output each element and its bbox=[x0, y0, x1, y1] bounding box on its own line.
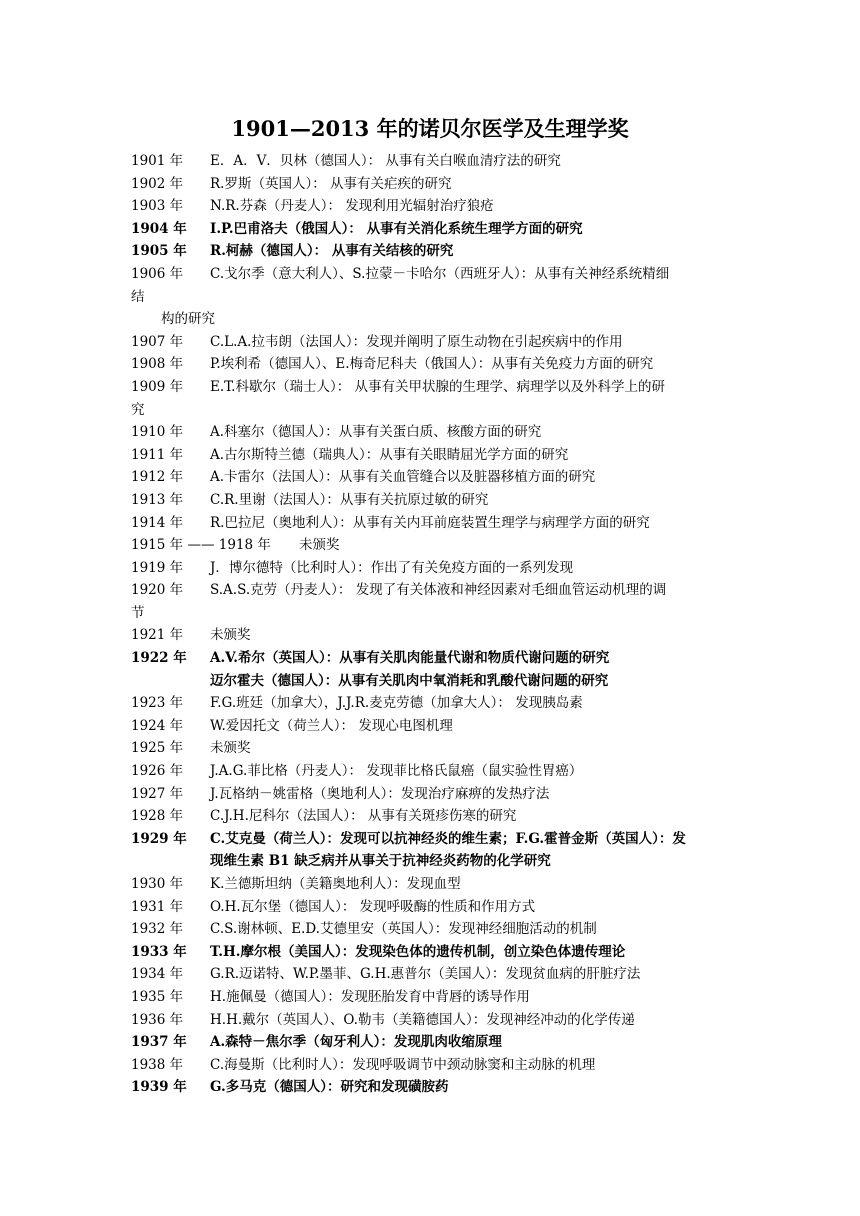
entry-1921 bbox=[131, 624, 731, 647]
entry-1937 bbox=[131, 1031, 731, 1054]
entry-year: 1926 年 bbox=[131, 763, 184, 780]
entry-year: 1929 年 bbox=[131, 830, 187, 847]
entry-year: 1921 年 bbox=[131, 627, 184, 644]
entry-text: J．博尔德特（比利时人）：作出了有关免疫方面的一系列发现 bbox=[210, 559, 574, 576]
entry-continuation: 节 bbox=[131, 604, 145, 621]
entry-continuation-indented: 构的研究 bbox=[161, 311, 215, 328]
entry-1919 bbox=[131, 557, 731, 580]
entry-year: 1915 年 —— 1918 年 bbox=[131, 537, 271, 554]
entry-1903 bbox=[131, 195, 731, 218]
entry-1904 bbox=[131, 218, 731, 241]
entry-text: C.艾克曼（荷兰人）：发现可以抗神经炎的维生素；F.G.霍普金斯（英国人）：发 bbox=[210, 830, 686, 847]
entry-year: 1905 年 bbox=[131, 243, 187, 260]
entry-year: 1934 年 bbox=[131, 966, 184, 983]
entry-year: 1922 年 bbox=[131, 650, 187, 667]
entry-text: A.V.希尔（英国人）：从事有关肌肉能量代谢和物质代谢问题的研究 bbox=[210, 650, 610, 667]
entry-text-line2: 迈尔霍夫（德国人）：从事有关肌肉中氧消耗和乳酸代谢问题的研究 bbox=[210, 672, 609, 689]
entry-year: 1911 年 bbox=[131, 446, 184, 463]
entry-text: C.R.里谢（法国人）：从事有关抗原过敏的研究 bbox=[210, 491, 489, 508]
entry-text: G.多马克（德国人）：研究和发现磺胺药 bbox=[210, 1079, 449, 1096]
entry-1910 bbox=[131, 421, 731, 444]
entry-text: S.A.S.克劳（丹麦人）： 发现了有关体液和神经因素对毛细血管运动机理的调 bbox=[210, 582, 667, 599]
entry-1927 bbox=[131, 783, 731, 806]
entry-text: G.R.迈诺特、W.P.墨菲、G.H.惠普尔（美国人）：发现贫血病的肝脏疗法 bbox=[210, 966, 641, 983]
entry-text-line2: 现维生素 B1 缺乏病并从事关于抗神经炎药物的化学研究 bbox=[210, 853, 551, 870]
entry-year: 1923 年 bbox=[131, 695, 184, 712]
entry-year: 1935 年 bbox=[131, 988, 184, 1005]
entry-text: H.施佩曼（德国人）：发现胚胎发育中背唇的诱导作用 bbox=[210, 988, 530, 1005]
entry-continuation: 结 bbox=[131, 288, 145, 305]
entry-1901 bbox=[131, 150, 731, 173]
entry-text: N.R.芬森（丹麦人）： 发现利用光辐射治疗狼疮 bbox=[210, 198, 494, 215]
entry-1936 bbox=[131, 1009, 731, 1032]
entry-text: C.J.H.尼科尔（法国人）： 从事有关斑疹伤寒的研究 bbox=[210, 808, 517, 825]
entry-year: 1902 年 bbox=[131, 175, 184, 192]
entry-year: 1924 年 bbox=[131, 717, 184, 734]
entry-text: J.A.G.菲比格（丹麦人）： 发现菲比格氏鼠癌（鼠实验性胃癌） bbox=[210, 763, 583, 780]
entry-1920 bbox=[131, 579, 731, 624]
entry-1935 bbox=[131, 986, 731, 1009]
entry-1931 bbox=[131, 896, 731, 919]
entry-1905 bbox=[131, 240, 731, 263]
entry-text: 未颁奖 bbox=[210, 740, 251, 757]
entry-text: C.L.A.拉韦朗（法国人）：发现并阐明了原生动物在引起疾病中的作用 bbox=[210, 333, 623, 350]
entry-year: 1914 年 bbox=[131, 514, 184, 531]
entry-text: 未颁奖 bbox=[210, 627, 251, 644]
entry-1912 bbox=[131, 466, 731, 489]
entry-text: A.古尔斯特兰德（瑞典人）：从事有关眼睛屈光学方面的研究 bbox=[210, 446, 569, 463]
entry-1939 bbox=[131, 1076, 731, 1099]
entry-year: 1928 年 bbox=[131, 808, 184, 825]
entry-1914 bbox=[131, 512, 731, 535]
entry-text: E.T.科歇尔（瑞士人）： 从事有关甲状腺的生理学、病理学以及外科学上的研 bbox=[210, 378, 665, 395]
entry-year: 1939 年 bbox=[131, 1079, 187, 1096]
entry-text: A.森特－焦尔季（匈牙利人）：发现肌肉收缩原理 bbox=[210, 1034, 502, 1051]
entry-continuation: 究 bbox=[131, 401, 145, 418]
entry-text: I.P.巴甫洛夫（俄国人）： 从事有关消化系统生理学方面的研究 bbox=[210, 220, 583, 237]
entry-list bbox=[131, 150, 731, 1099]
entry-text: A.卡雷尔（法国人）：从事有关血管缝合以及脏器移植方面的研究 bbox=[210, 469, 596, 486]
entry-year: 1930 年 bbox=[131, 876, 184, 892]
entry-1923 bbox=[131, 692, 731, 715]
entry-text: J.瓦格纳－姚雷格（奥地利人）：发现治疗麻痹的发热疗法 bbox=[210, 785, 550, 802]
entry-text: C.海曼斯（比利时人）：发现呼吸调节中颈动脉窦和主动脉的机理 bbox=[210, 1056, 596, 1073]
entry-year: 1931 年 bbox=[131, 898, 184, 915]
entry-text: K.兰德斯坦纳（美籍奥地利人）：发现血型 bbox=[210, 876, 461, 892]
entry-year: 1925 年 bbox=[131, 740, 184, 757]
entry-year: 1937 年 bbox=[131, 1034, 187, 1051]
entry-text: T.H.摩尔根（美国人）：发现染色体的遗传机制，创立染色体遗传理论 bbox=[210, 943, 626, 960]
entry-year: 1932 年 bbox=[131, 921, 184, 938]
entry-1925 bbox=[131, 737, 731, 760]
entry-1909 bbox=[131, 376, 731, 421]
entry-year: 1933 年 bbox=[131, 943, 187, 960]
entry-1915-1918 bbox=[131, 534, 731, 557]
entry-text: C.S.谢林顿、E.D.艾德里安（英国人）：发现神经细胞活动的机制 bbox=[210, 921, 597, 938]
entry-text: W.爱因托文（荷兰人）： 发现心电图机理 bbox=[210, 717, 453, 734]
entry-text: O.H.瓦尔堡（德国人）： 发现呼吸酶的性质和作用方式 bbox=[210, 898, 536, 915]
document-title: 1901—2013 年的诺贝尔医学及生理学奖 bbox=[231, 116, 629, 141]
entry-text: C.戈尔季（意大利人）、S.拉蒙－卡哈尔（西班牙人）：从事有关神经系统精细 bbox=[210, 265, 670, 282]
entry-year: 1906 年 bbox=[131, 265, 184, 282]
entry-year: 1927 年 bbox=[131, 785, 184, 802]
entry-text: 未颁奖 bbox=[299, 537, 340, 554]
entry-year: 1913 年 bbox=[131, 491, 184, 508]
entry-1924 bbox=[131, 715, 731, 738]
entry-1929 bbox=[131, 828, 731, 873]
entry-year: 1903 年 bbox=[131, 198, 184, 215]
entry-year: 1920 年 bbox=[131, 582, 184, 599]
entry-1913 bbox=[131, 489, 731, 512]
entry-1908 bbox=[131, 353, 731, 376]
entry-text: R.柯赫（德国人）： 从事有关结核的研究 bbox=[210, 243, 454, 260]
entry-1906 bbox=[131, 263, 731, 331]
entry-text: F.G.班廷（加拿大），J.J.R.麦克劳德（加拿大人）： 发现胰岛素 bbox=[210, 695, 583, 712]
entry-1928 bbox=[131, 805, 731, 828]
entry-1926 bbox=[131, 760, 731, 783]
entry-text: R.巴拉尼（奥地利人）：从事有关内耳前庭装置生理学与病理学方面的研究 bbox=[210, 514, 650, 531]
entry-1907 bbox=[131, 331, 731, 354]
entry-1902 bbox=[131, 173, 731, 196]
entry-text: A.科塞尔（德国人）：从事有关蛋白质、核酸方面的研究 bbox=[210, 424, 542, 441]
entry-year: 1912 年 bbox=[131, 469, 184, 486]
entry-1911 bbox=[131, 444, 731, 467]
entry-year: 1909 年 bbox=[131, 378, 184, 395]
entry-year: 1936 年 bbox=[131, 1011, 184, 1028]
entry-1932 bbox=[131, 918, 731, 941]
entry-1938 bbox=[131, 1054, 731, 1077]
entry-year: 1901 年 bbox=[131, 153, 184, 169]
entry-1934 bbox=[131, 963, 731, 986]
entry-year: 1910 年 bbox=[131, 424, 184, 441]
entry-text: P.埃利希（德国人）、E.梅奇尼科夫（俄国人）：从事有关免疫力方面的研究 bbox=[210, 356, 654, 373]
entry-text: R.罗斯（英国人）： 从事有关疟疾的研究 bbox=[210, 175, 452, 192]
entry-1930 bbox=[131, 873, 731, 896]
entry-year: 1904 年 bbox=[131, 220, 187, 237]
entry-year: 1938 年 bbox=[131, 1056, 184, 1073]
entry-year: 1907 年 bbox=[131, 333, 184, 350]
entry-year: 1919 年 bbox=[131, 559, 184, 576]
entry-text: H.H.戴尔（英国人）、O.勒韦（美籍德国人）：发现神经冲动的化学传递 bbox=[210, 1011, 635, 1028]
entry-1933 bbox=[131, 941, 731, 964]
entry-1922 bbox=[131, 647, 731, 692]
entry-text: E．A．V．贝林（德国人）： 从事有关白喉血清疗法的研究 bbox=[210, 153, 561, 169]
entry-year: 1908 年 bbox=[131, 356, 184, 373]
